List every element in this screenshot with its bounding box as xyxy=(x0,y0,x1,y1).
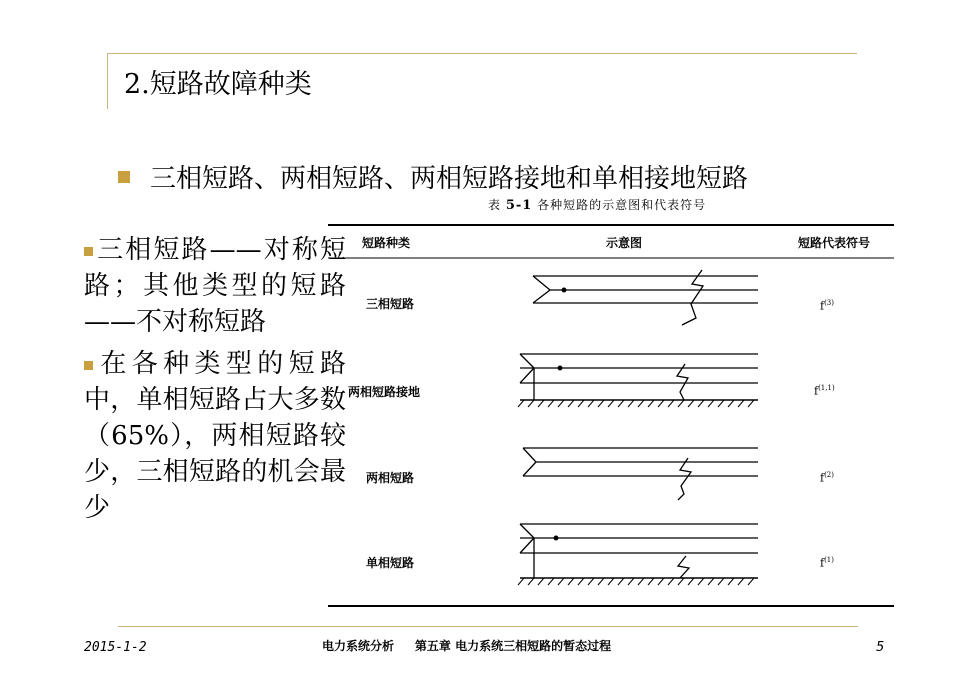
left-point-2-text: 在各种类型的短路中，单相短路占大多数（65%），两相短路较少，三相短路的机会最少 xyxy=(84,349,346,523)
diagram-two-phase xyxy=(523,448,758,500)
row-symbol-three-phase: $f^{(3)}$ xyxy=(820,299,834,313)
main-bullet xyxy=(118,158,748,195)
diagram-single-phase xyxy=(518,524,758,585)
left-point-1 xyxy=(84,232,346,340)
header-symbol: 短路代表符号 xyxy=(798,236,871,250)
bullet-square-icon xyxy=(84,247,93,256)
left-point-1-text: 三相短路——对称短路；其他类型的短路——不对称短路 xyxy=(84,235,346,337)
caption-number: 5-1 xyxy=(505,198,533,213)
slide-title: 2.短路故障种类 xyxy=(124,69,312,100)
main-bullet-text: 三相短路、两相短路、两相短路接地和单相接地短路 xyxy=(150,164,749,194)
row-type-single-phase: 单相短路 xyxy=(366,556,415,570)
caption-text: 各种短路的示意图和代表符号 xyxy=(537,198,707,212)
footer-chapter: 第五章 电力系统三相短路的暂态过程 xyxy=(414,639,612,653)
bullet-square-icon xyxy=(118,171,130,183)
diagram-three-phase xyxy=(533,270,758,325)
footer-course-name: 电力系统分析 xyxy=(322,639,395,653)
page-number: 5 xyxy=(876,640,885,655)
row-symbol-two-phase: $f^{(2)}$ xyxy=(820,471,834,485)
footer-rule xyxy=(118,626,858,627)
header-diagram: 示意图 xyxy=(606,236,643,250)
title-rule-horizontal xyxy=(107,53,857,54)
row-type-two-phase-ground: 两相短路接地 xyxy=(348,385,421,399)
caption-prefix: 表 xyxy=(488,198,502,212)
table-svg xyxy=(328,218,896,610)
left-text-block xyxy=(84,232,346,532)
bullet-square-icon xyxy=(84,361,93,370)
title-rule-vertical xyxy=(107,53,108,109)
footer-course xyxy=(322,637,611,654)
left-point-2 xyxy=(84,346,346,526)
row-type-two-phase: 两相短路 xyxy=(366,471,415,485)
row-type-three-phase: 三相短路 xyxy=(366,297,415,311)
footer-date: 2015-1-2 xyxy=(84,640,147,655)
short-circuit-table xyxy=(328,218,896,610)
diagram-two-phase-ground xyxy=(518,354,758,407)
table-caption xyxy=(488,196,706,213)
row-symbol-single-phase: $f^{(1)}$ xyxy=(820,556,834,570)
header-type: 短路种类 xyxy=(362,236,411,250)
row-symbol-two-phase-ground: $f^{(1,1)}$ xyxy=(814,384,835,398)
